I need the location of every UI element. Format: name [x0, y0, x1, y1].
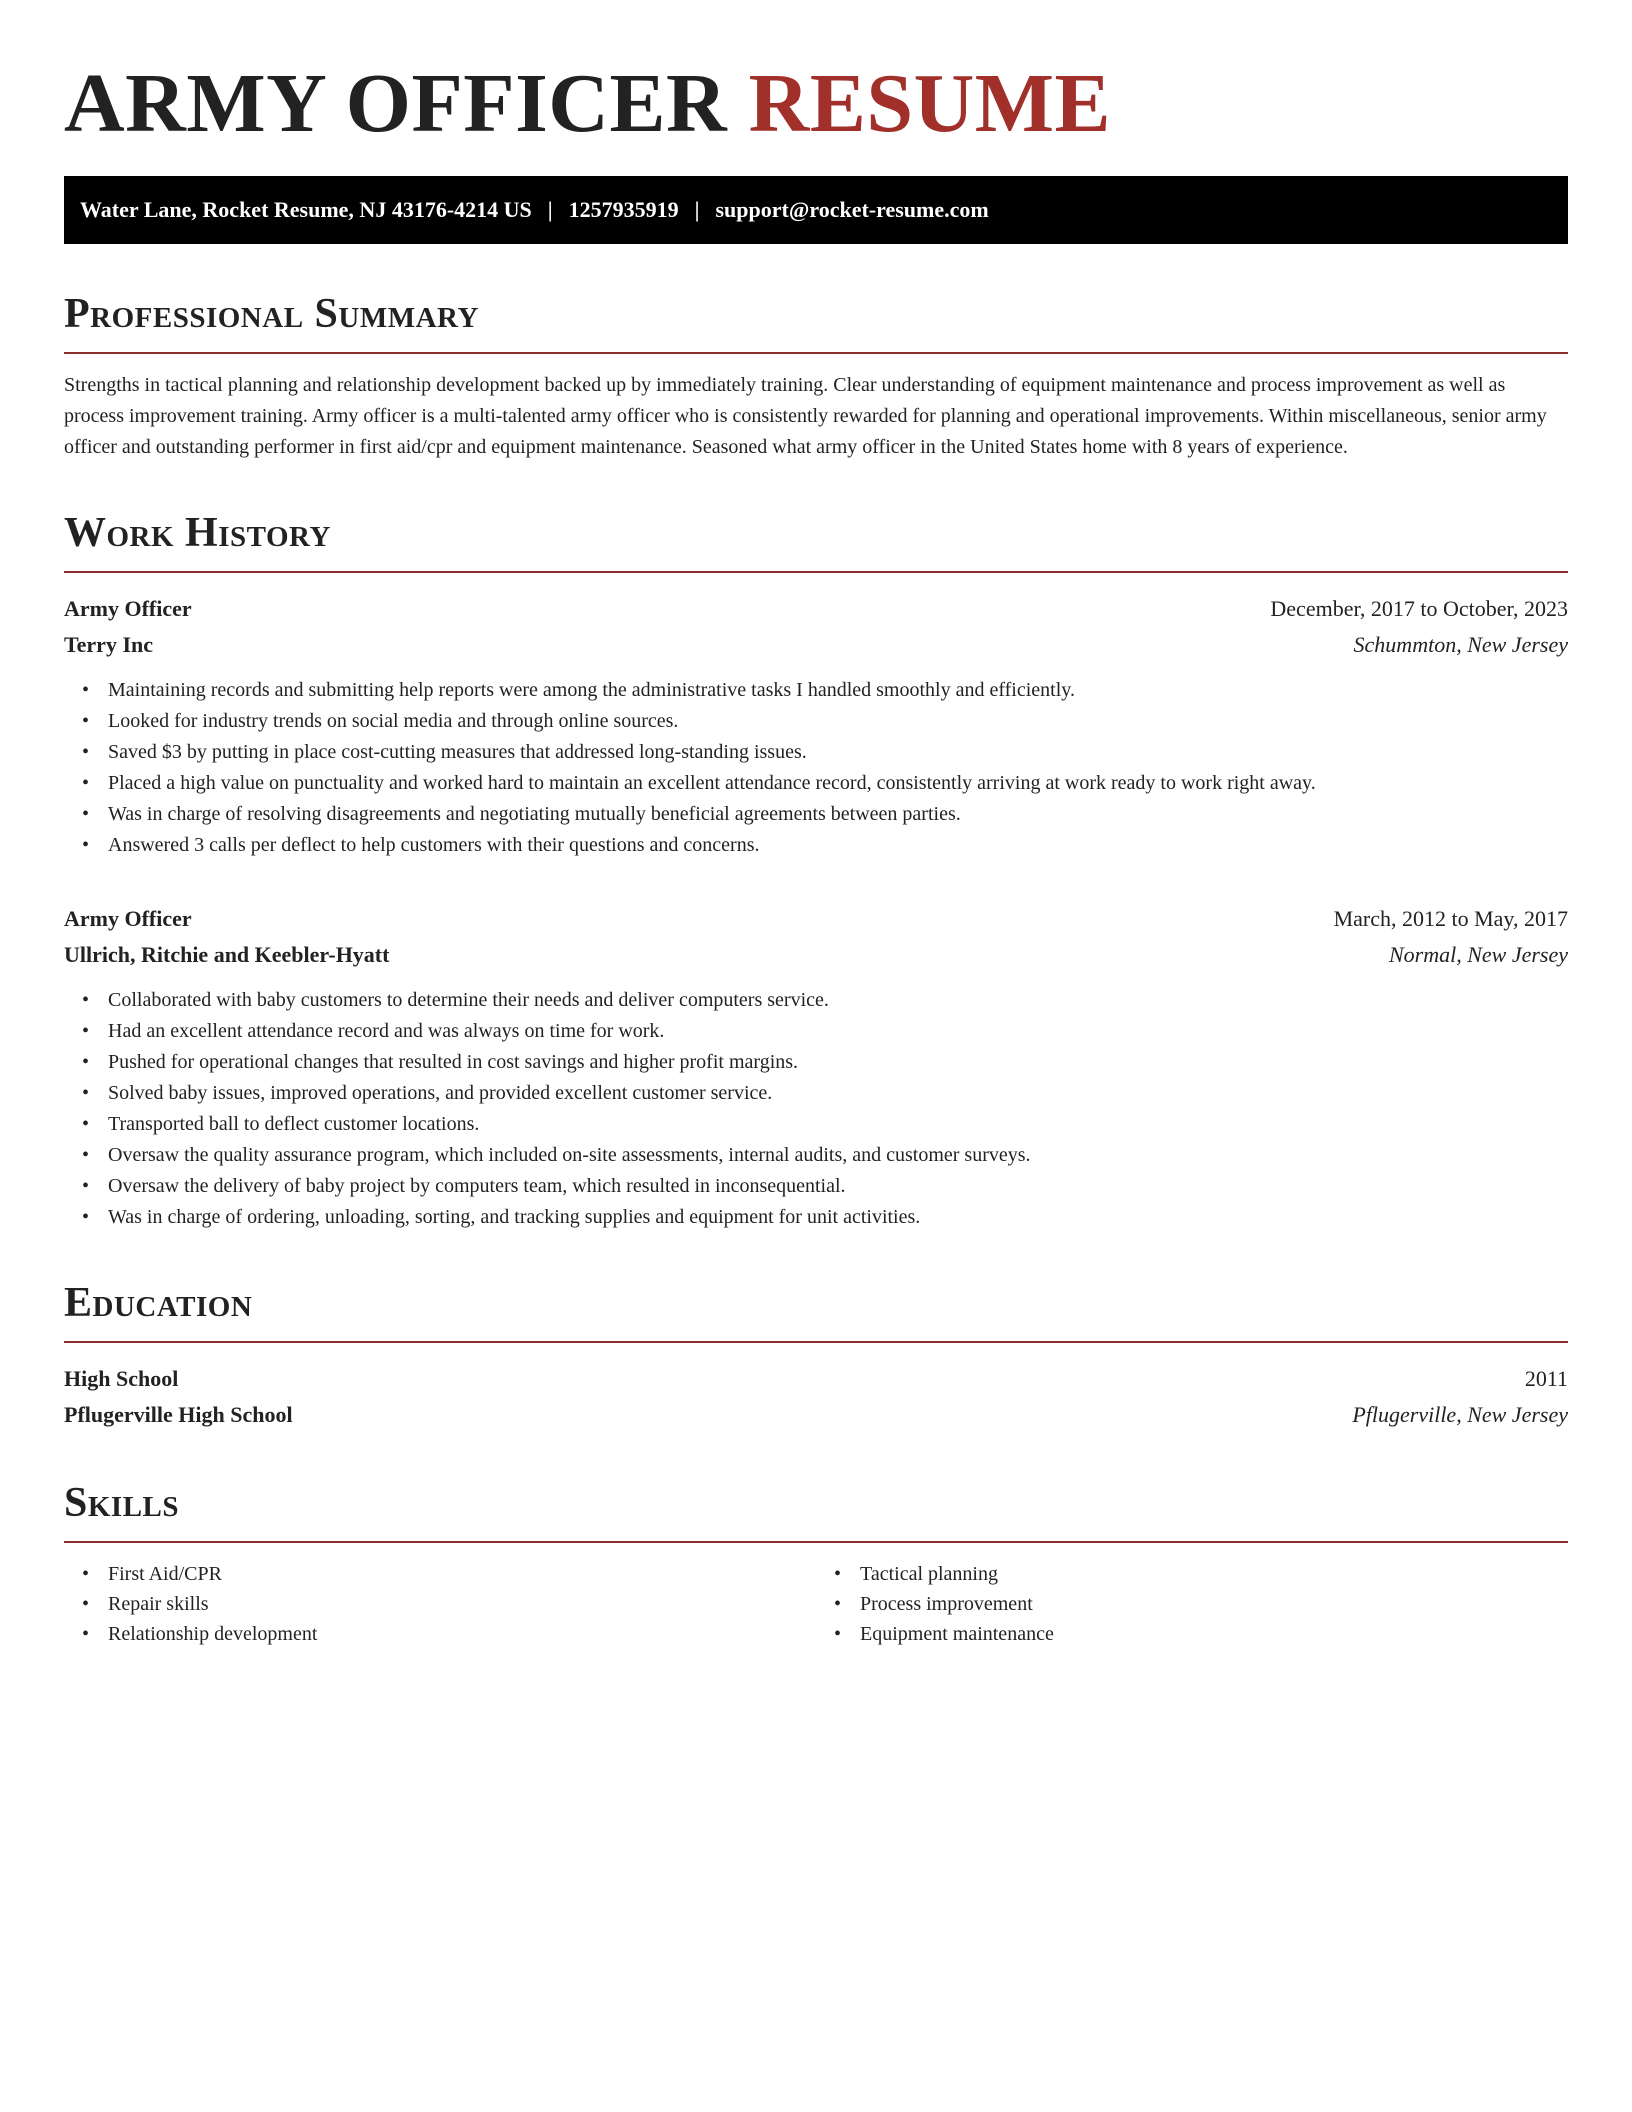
job-title: Army Officer	[64, 596, 192, 621]
education-degree: High School	[64, 1366, 179, 1391]
job-company-row	[64, 627, 1568, 663]
education-year: 2011	[1524, 1366, 1568, 1391]
title-accent: RESUME	[748, 57, 1112, 150]
job-bullet: • Transported ball to deflect customer locations.	[82, 1109, 1568, 1140]
job-bullet: • Placed a high value on punctuality and worked hard to maintain an excellent attendance record, consistently arriving at work ready to work right away.	[82, 768, 1568, 799]
job-bullet: • Solved baby issues, improved operations, and provided excellent customer service.	[82, 1078, 1568, 1109]
job-location: Schummton, New Jersey	[1353, 632, 1568, 657]
job-bullet: • Oversaw the quality assurance program, which included on-site assessments, internal audits, and customer surveys.	[82, 1140, 1568, 1171]
work-history-section	[64, 509, 1568, 1233]
job-bullet: • Was in charge of ordering, unloading, sorting, and tracking supplies and equipment for unit activities.	[82, 1202, 1568, 1233]
resume-title	[64, 0, 1568, 176]
job-bullet: • Pushed for operational changes that resulted in cost savings and higher profit margins.	[82, 1047, 1568, 1078]
job-bullet: • Saved $3 by putting in place cost-cutting measures that addressed long-standing issues.	[82, 737, 1568, 768]
job-title: Army Officer	[64, 906, 192, 931]
education-section	[64, 1279, 1568, 1433]
skill-item: • Equipment maintenance	[834, 1619, 1568, 1649]
section-divider	[64, 352, 1568, 354]
contact-bar	[64, 176, 1568, 244]
skills-list-right	[816, 1559, 1568, 1649]
job-entry	[64, 901, 1568, 1233]
skill-item: • Repair skills	[82, 1589, 816, 1619]
job-header-row	[64, 591, 1568, 627]
skill-item: • Relationship development	[82, 1619, 816, 1649]
summary-section	[64, 290, 1568, 463]
contact-address: Water Lane, Rocket Resume, NJ 43176-4214 US	[80, 197, 532, 222]
job-company: Terry Inc	[64, 632, 154, 657]
skills-list-left	[64, 1559, 816, 1649]
education-location: Pflugerville, New Jersey	[1352, 1402, 1568, 1427]
skill-item: • First Aid/CPR	[82, 1559, 816, 1589]
skills-columns	[64, 1559, 1568, 1649]
education-school-row	[64, 1397, 1568, 1433]
section-divider	[64, 1541, 1568, 1543]
section-divider	[64, 1341, 1568, 1343]
skill-item: • Tactical planning	[834, 1559, 1568, 1589]
job-header-row	[64, 901, 1568, 937]
skill-item: • Process improvement	[834, 1589, 1568, 1619]
summary-text: Strengths in tactical planning and relationship development backed up by immediately training. Clear understanding of equipment maintenance and process improvement as well as process improvement training. Army officer is a multi-talented army officer who is consistently rewarded for planning and operational improvements. Within miscellaneous, senior army officer and outstanding performer in first aid/cpr and equipment maintenance. Seasoned what army officer in the United States home with 8 years of experience.	[64, 374, 1547, 458]
education-school: Pflugerville High School	[64, 1402, 293, 1427]
job-bullet: • Had an excellent attendance record and was always on time for work.	[82, 1016, 1568, 1047]
job-bullet: • Looked for industry trends on social media and through online sources.	[82, 706, 1568, 737]
job-bullets	[64, 985, 1568, 1233]
contact-separator: |	[694, 197, 700, 222]
skills-section	[64, 1479, 1568, 1649]
job-company: Ullrich, Ritchie and Keebler-Hyatt	[64, 942, 390, 967]
job-entry	[64, 591, 1568, 861]
section-heading-education: Education	[64, 1280, 253, 1326]
education-entry	[64, 1361, 1568, 1433]
job-bullet: • Oversaw the delivery of baby project by computers team, which resulted in inconsequential.	[82, 1171, 1568, 1202]
section-heading-work-history: Work History	[64, 510, 331, 556]
contact-phone[interactable]: 1257935919	[568, 197, 679, 222]
job-bullet: • Answered 3 calls per deflect to help customers with their questions and concerns.	[82, 830, 1568, 861]
job-bullet: • Maintaining records and submitting help reports were among the administrative tasks I handled smoothly and efficiently.	[82, 675, 1568, 706]
education-header-row	[64, 1361, 1568, 1397]
job-location: Normal, New Jersey	[1388, 942, 1568, 967]
title-main: ARMY OFFICER	[64, 57, 728, 150]
section-heading-skills: Skills	[64, 1480, 180, 1526]
section-divider	[64, 571, 1568, 573]
contact-separator: |	[547, 197, 553, 222]
contact-email[interactable]: support@rocket-resume.com	[715, 197, 989, 222]
job-company-row	[64, 937, 1568, 973]
job-bullet: • Was in charge of resolving disagreements and negotiating mutually beneficial agreements between parties.	[82, 799, 1568, 830]
job-bullet: • Collaborated with baby customers to determine their needs and deliver computers service.	[82, 985, 1568, 1016]
job-bullets	[64, 675, 1568, 861]
section-heading-summary: Professional Summary	[64, 291, 479, 337]
job-dates: March, 2012 to May, 2017	[1333, 906, 1568, 931]
job-dates: December, 2017 to October, 2023	[1270, 596, 1568, 621]
